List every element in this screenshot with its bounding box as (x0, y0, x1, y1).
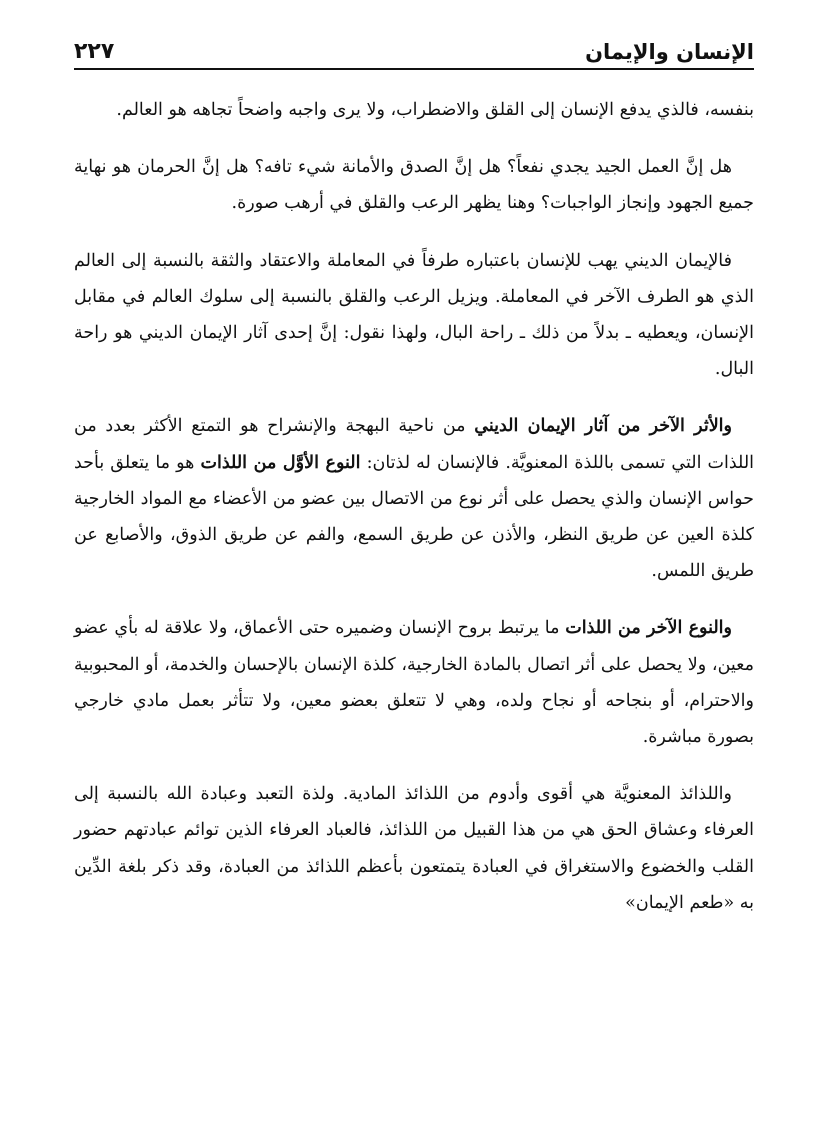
paragraph-text: هل إنَّ العمل الجيد يجدي نفعاً؟ هل إنَّ الصدق والأمانة شيء تافه؟ هل إنَّ الحرمان هو نهاية جميع الجهود وإنجاز الواجبات؟ وهنا يظهر الرعب والقلق في أرهب صورة. (74, 157, 754, 214)
running-title: الإنسان والإيمان (585, 40, 754, 64)
page-header (74, 26, 754, 70)
page-body (74, 92, 754, 942)
bold-heading-phrase: والأثر الآخر من آثار الإيمان الديني (474, 416, 732, 437)
paragraph-4 (74, 408, 754, 589)
bold-heading-phrase: والنوع الآخر من اللذات (565, 618, 732, 639)
paragraph-text: من ناحية البهجة والإنشراح هو التمتع الأكثر بعدد من اللذات التي تسمى باللذة المعنويَّة. فالإنسان له لذتان: (74, 416, 755, 473)
paragraph-text: فالإيمان الديني يهب للإنسان باعتباره طرفاً في المعاملة والاعتقاد والثقة بالنسبة إلى العالم الذي هو الطرف الآخر في المعاملة. ويزيل الرعب والقلق بالنسبة إلى سلوك العالم في مقابل الإنسان، ويعطيه ـ بدلاً من ذلك ـ راحة البال، ولهذا نقول: إنَّ إحدى آثار الإيمان الديني هو راحة البال. (74, 250, 754, 380)
paragraph-3 (74, 243, 754, 388)
bold-heading-phrase: النوع الأوَّل من اللذات (200, 452, 361, 473)
paragraph-2 (74, 149, 754, 221)
paragraph-text: بنفسه، فالذي يدفع الإنسان إلى القلق والاضطراب، ولا يرى واجبه واضحاً تجاهه هو العالم. (116, 100, 754, 120)
page-number: ٢٢٧ (74, 39, 115, 64)
paragraph-6 (74, 776, 754, 921)
paragraph-text: واللذائذ المعنويَّة هي أقوى وأدوم من اللذائذ المادية. ولذة التعبد وعبادة الله بالنسبة إلى العرفاء وعشاق الحق هي من هذا القبيل من اللذائذ، فالعباد العرفاء الذين توائم عبادتهم حضور القلب والخضوع والاستغراق في العبادة يتمتعون بأعظم اللذائذ من العبادة، وقد ذكر بلغة الدِّين به «طعم الإيمان» (74, 784, 754, 913)
paragraph-text: هو ما يتعلق بأحد حواس الإنسان والذي يحصل على أثر نوع من الاتصال بين عضو من الأعضاء مع المواد الخارجية كلذة العين عن طريق النظر، والأذن عن طريق السمع، والفم عن طريق الذوق، والأصابع عن طريق اللمس. (74, 452, 754, 582)
paragraph-text: ما يرتبط بروح الإنسان وضميره حتى الأعماق، ولا علاقة له بأي عضو معين، ولا يحصل على أثر اتصال بالمادة الخارجية، كلذة الإنسان بالإحسان والخدمة، أو المحبوبية والاحترام، أو بنجاحه أو نجاح ولده، وهي لا تتعلق بعضو معين، ولا تتأثر بعمل مادي خارجي بصورة مباشرة. (74, 618, 754, 748)
paragraph-5 (74, 610, 754, 755)
paragraph-1 (74, 92, 754, 128)
